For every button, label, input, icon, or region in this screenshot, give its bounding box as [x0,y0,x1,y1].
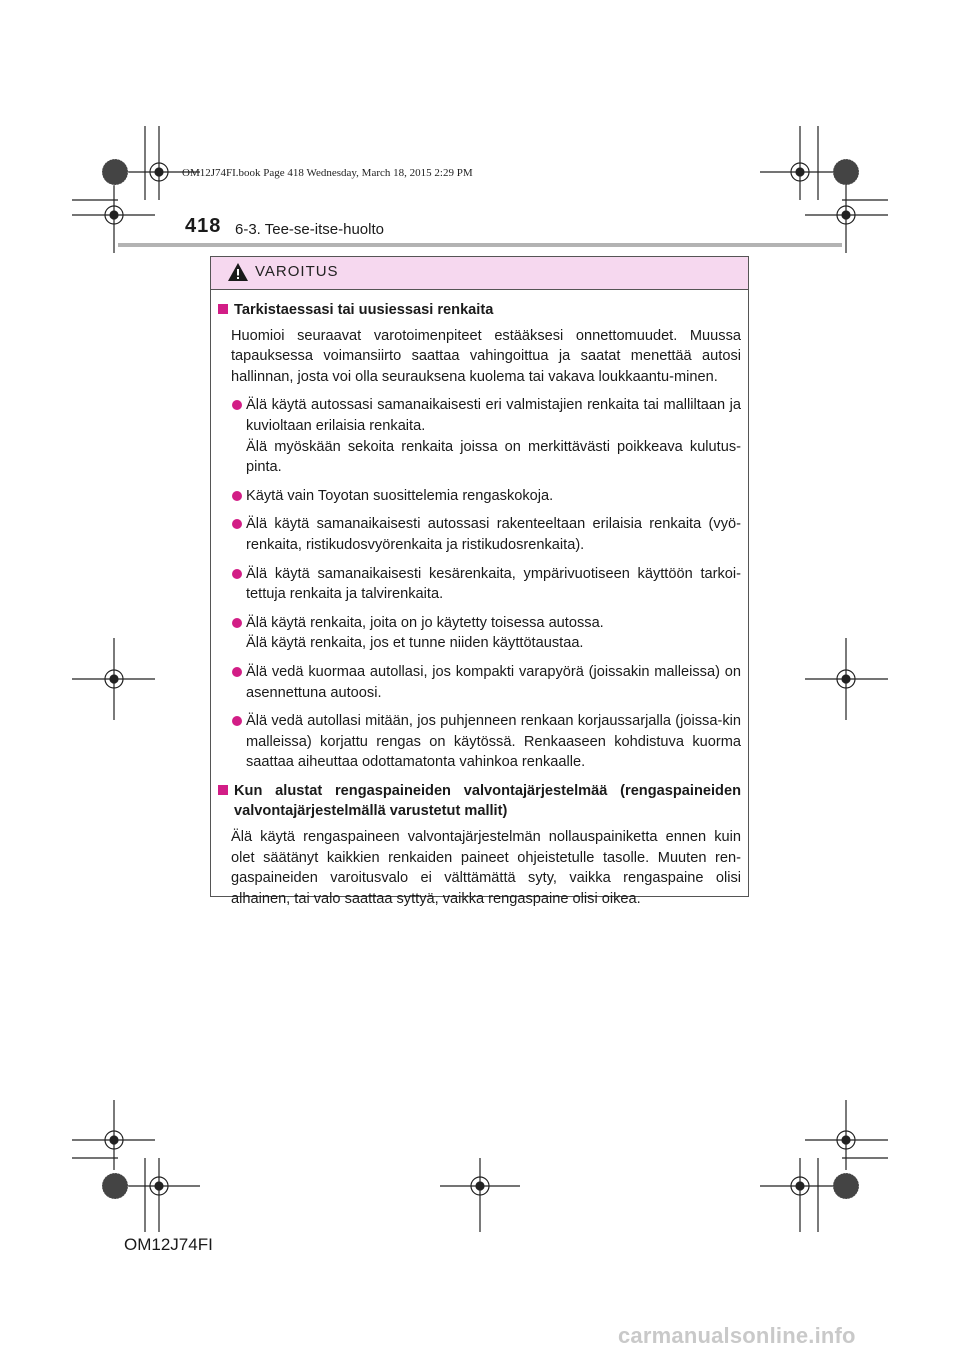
square-bullet-icon [218,300,230,321]
warning-header [211,257,748,290]
section-intro: Huomioi seuraavat varotoimenpiteet estääksesi onnettomuudet. Muussa tapauksessa voimansiirto saattaa vahingoittua ja saatat menettää autosi hallinnan, josta voi olla seurauksena kuolema tai vakava loukkaantu-minen. [231,327,741,385]
crosshair-mark [72,1100,155,1170]
list-item: Älä käytä renkaita, joita on jo käytetty toisessa autossa. Älä käytä renkaita, jos et tunne niiden käyttötaustaa. [231,613,741,654]
crosshair-mark [805,638,888,720]
round-bullet-icon [231,613,246,654]
crosshair-mark [118,126,200,200]
section-intro: Älä käytä rengaspaineen valvontajärjestelmän nollauspainiketta ennen kuin olet säätänyt kaikkien renkaiden paineet ohjeistetulle tasolle. Muuten ren-gaspaineiden varoitusvalo ei välttämättä syty, vaikka rengaspaine olisi alhainen, tai valo saattaa syttyä, vaikka rengaspaine olisi oikea. [231,829,741,907]
round-bullet-icon [231,564,246,605]
crosshair-mark [118,1158,200,1232]
crosshair-mark [440,1158,520,1232]
list-item: Käytä vain Toyotan suosittelemia rengaskokoja. [231,486,741,507]
starburst-mark [102,1173,128,1199]
document-code: OM12J74FI [124,1235,213,1254]
list-item: Älä käytä samanaikaisesti kesärenkaita, ympärivuotiseen käyttöön tarkoi-tettuja renkaita ja talvirenkaita. [231,564,741,605]
list-item: Älä vedä autollasi mitään, jos puhjenneen renkaan korjaussarjalla (joissa-kin malleissa) korjattu rengas on käytössä. Renkaaseen kohdistuva kuorma saattaa aiheuttaa odottamatonta vahinkoa renkaalle. [231,711,741,773]
section-heading: Kun alustat rengaspaineiden valvontajärjestelmää (rengaspaineiden valvontajärjestelmällä varustetut mallit) [218,781,741,822]
header-rule [118,243,842,247]
crosshair-mark [72,638,155,720]
starburst-mark [102,159,128,185]
list-item: Älä käytä samanaikaisesti autossasi rakenteeltaan erilaisia renkaita (vyö-renkaita, ristikudosvyörenkaita ja ristikudosrenkaita). [231,514,741,555]
round-bullet-icon [231,514,246,555]
warning-body [211,290,748,909]
list-item: Älä vedä kuormaa autollasi, jos kompakti varapyörä (joissakin malleissa) on asennettuna autoosi. [231,662,741,703]
starburst-mark [833,1173,859,1199]
round-bullet-icon [231,395,246,477]
crosshair-mark [760,126,842,200]
section-title: 6-3. Tee-se-itse-huolto [235,221,384,238]
round-bullet-icon [231,662,246,703]
list-item: Älä käytä autossasi samanaikaisesti eri valmistajien renkaita tai malliltaan ja kuvioltaan erilaisia renkaita. Älä myöskään sekoita renkaita joissa on merkittävästi poikkeava kulutus-pinta. [231,395,741,477]
section-heading: Tarkistaessasi tai uusiessasi renkaita [218,300,741,321]
starburst-mark [833,159,859,185]
round-bullet-icon [231,486,246,507]
warning-triangle-icon [227,262,249,282]
warning-box [210,256,749,907]
square-bullet-icon [218,781,230,822]
warning-title: VAROITUS [255,263,339,280]
round-bullet-icon [231,711,246,773]
watermark: carmanualsonline.info [618,1323,856,1348]
book-info: OM12J74FI.book Page 418 Wednesday, March 18, 2015 2:29 PM [182,167,473,179]
page-number: 418 [185,215,222,237]
crosshair-mark [760,1158,842,1232]
